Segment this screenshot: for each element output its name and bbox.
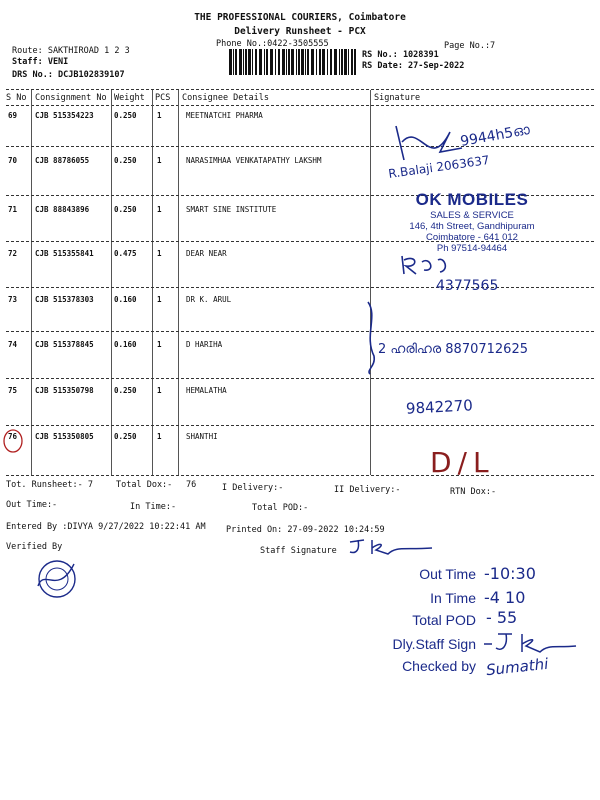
signature-row-69: 9944h5ഓ [390, 112, 570, 172]
row-circle-mark [2, 428, 24, 454]
total-dox-value: 76 [186, 480, 197, 490]
row-separator [6, 425, 594, 426]
row-pcs: 1 [157, 340, 162, 349]
staff-label: Staff: VENI [12, 57, 69, 67]
rs-number: RS No.: 1028391 [362, 50, 439, 60]
footer-checked-by-value: Sumathi [485, 654, 550, 680]
barcode-bar [327, 49, 328, 75]
barcode-bar [235, 49, 237, 75]
row-consignment: CJB 515350805 [35, 432, 94, 441]
row-pcs: 1 [157, 111, 162, 120]
barcode-bar [348, 49, 349, 75]
col-header-pcs: PCS [155, 93, 171, 103]
row-weight: 0.160 [114, 340, 137, 349]
row-sno: 69 [8, 111, 18, 120]
route-label: Route: SAKTHIROAD 1 2 3 [12, 46, 130, 56]
col-sep [152, 90, 153, 475]
row-weight: 0.250 [114, 205, 137, 214]
row-consignee: DR K. ARUL [186, 295, 232, 304]
footer-total-pod-value: - 55 [486, 608, 518, 627]
barcode-bar [305, 49, 306, 75]
row-pcs: 1 [157, 156, 162, 165]
barcode-bar [266, 49, 268, 75]
rtn-dox: RTN Dox:- [450, 487, 497, 497]
row-pcs: 1 [157, 432, 162, 441]
row-consignee: D HARIHA [186, 340, 223, 349]
stamp-name: OK MOBILES [415, 190, 529, 209]
barcode-bar [330, 49, 332, 75]
printed-on: Printed On: 27-09-2022 10:24:59 [226, 525, 385, 535]
barcode-bar [278, 49, 280, 75]
barcode-bar [344, 49, 347, 75]
footer-total-pod-label: Total POD [412, 612, 476, 628]
row-consignee: HEMALATHA [186, 386, 227, 395]
barcode-bar [245, 49, 247, 75]
stamp-line: 146, 4th Street, Gandhipuram [409, 221, 535, 232]
col-header-sno: S No [6, 93, 27, 103]
row-consignee: DEAR NEAR [186, 249, 227, 258]
in-time-label: In Time:- [130, 502, 177, 512]
barcode-bar [243, 49, 244, 75]
footer-out-time-label: Out Time [419, 566, 476, 582]
row-consignment: CJB 515378303 [35, 295, 94, 304]
barcode-bar [288, 49, 290, 75]
col-header-consignment: Consignment No [35, 93, 107, 103]
row-pcs: 1 [157, 295, 162, 304]
barcode-bar [322, 49, 325, 75]
barcode-bar [282, 49, 285, 75]
row-sno: 72 [8, 249, 18, 258]
row-sno: 76 [8, 432, 18, 441]
row-consignee: SMART SINE INSTITUTE [186, 205, 277, 214]
stamp-line: Coimbatore - 641 012 [426, 232, 518, 243]
row-pcs: 1 [157, 386, 162, 395]
col-header-weight: Weight [114, 93, 145, 103]
footer-dly-staff-signature [482, 630, 578, 656]
verified-by: Verified By [6, 542, 63, 552]
row-pcs: 1 [157, 205, 162, 214]
row-weight: 0.250 [114, 111, 137, 120]
signature-scribble [362, 296, 402, 376]
row-weight: 0.250 [114, 432, 137, 441]
row-pcs: 1 [157, 249, 162, 258]
row-weight: 0.160 [114, 295, 137, 304]
col-sep [178, 90, 179, 475]
row-consignee: NARASIMHAA VENKATAPATHY LAKSHM [186, 156, 322, 165]
barcode-bar [311, 49, 314, 75]
row-consignment: CJB 515354223 [35, 111, 94, 120]
barcode-bar [233, 49, 234, 75]
row-sno: 75 [8, 386, 18, 395]
col-header-consignee: Consignee Details [182, 93, 269, 103]
barcode-bar [264, 49, 265, 75]
col-sep [370, 90, 371, 475]
barcode-bar [252, 49, 253, 75]
total-dox-label: Total Dox:- [116, 480, 173, 490]
drs-number: DRS No.: DCJB102839107 [12, 70, 125, 80]
footer-checked-by-label: Checked by [402, 658, 476, 674]
row-consignee: MEETNATCHI PHARMA [186, 111, 263, 120]
i-delivery: I Delivery:- [222, 483, 284, 493]
barcode-bar [307, 49, 309, 75]
company-name: THE PROFESSIONAL COURIERS, Coimbatore [194, 12, 406, 23]
barcode-bar [339, 49, 340, 75]
barcode-bar [255, 49, 257, 75]
footer-dly-staff-label: Dly.Staff Sign [392, 636, 476, 652]
signature-row-76: D/L [430, 446, 495, 479]
row-consignment: CJB 515350798 [35, 386, 94, 395]
barcode-bar [301, 49, 304, 75]
col-sep [111, 90, 112, 475]
row-weight: 0.475 [114, 249, 137, 258]
tot-runsheet: Tot. Runsheet:- 7 [6, 480, 93, 490]
document-title: Delivery Runsheet - PCX [234, 26, 366, 37]
signature-row-70: R.Balaji 2063637 [387, 152, 491, 182]
col-sep [31, 90, 32, 475]
total-pod-label: Total POD:- [252, 503, 309, 513]
footer-in-time-label: In Time [430, 590, 476, 606]
barcode-bar [270, 49, 273, 75]
barcode-bar [291, 49, 294, 75]
row-weight: 0.250 [114, 386, 137, 395]
barcode-bar [229, 49, 232, 75]
row-sno: 70 [8, 156, 18, 165]
phone-number: Phone No.:0422-3505555 [216, 39, 329, 49]
stamp-line: SALES & SERVICE [430, 210, 514, 221]
barcode-bar [259, 49, 262, 75]
rs-date: RS Date: 27-Sep-2022 [362, 61, 465, 71]
barcode-bar [286, 49, 287, 75]
shop-stamp [372, 190, 572, 256]
signature-row-75: 9842270 [405, 396, 474, 418]
row-weight: 0.250 [114, 156, 137, 165]
staff-signature-label: Staff Signature [260, 546, 337, 556]
table-top-rule [6, 89, 594, 90]
stamp-line: Ph 97514-94464 [436, 243, 508, 254]
footer-out-time-value: -10:30 [484, 564, 536, 583]
row-sno: 74 [8, 340, 18, 349]
col-header-signature: Signature [374, 93, 421, 103]
barcode-image [229, 49, 356, 75]
staff-signature-scribble [346, 536, 436, 558]
row-consignment: CJB 88786055 [35, 156, 90, 165]
signature-row-74: 2 ഹരിഹര 8870712625 [362, 296, 582, 386]
footer-in-time-value: -4 10 [484, 588, 526, 607]
row-sno: 71 [8, 205, 18, 214]
barcode-bar [354, 49, 356, 75]
entered-by: Entered By :DIVYA 9/27/2022 10:22:41 AM [6, 522, 206, 532]
row-consignment: CJB 515378845 [35, 340, 94, 349]
row-consignment: CJB 515355841 [35, 249, 94, 258]
barcode-bar [316, 49, 317, 75]
barcode-bar [239, 49, 242, 75]
barcode-bar [296, 49, 297, 75]
summary-rule [6, 475, 594, 476]
table-header-rule [6, 105, 594, 106]
row-sno: 73 [8, 295, 18, 304]
row-consignment: CJB 88843896 [35, 205, 90, 214]
signature-row-72: 4377565 [400, 252, 520, 296]
ii-delivery: II Delivery:- [334, 485, 401, 495]
page-number: Page No.:7 [444, 41, 496, 51]
barcode-bar [275, 49, 276, 75]
barcode-bar [298, 49, 300, 75]
barcode-bar [334, 49, 337, 75]
barcode-bar [351, 49, 353, 75]
barcode-bar [319, 49, 321, 75]
out-time-label: Out Time:- [6, 500, 58, 510]
row-consignee: SHANTHI [186, 432, 218, 441]
barcode-bar [341, 49, 343, 75]
barcode-bar [248, 49, 251, 75]
verification-seal [34, 556, 80, 602]
